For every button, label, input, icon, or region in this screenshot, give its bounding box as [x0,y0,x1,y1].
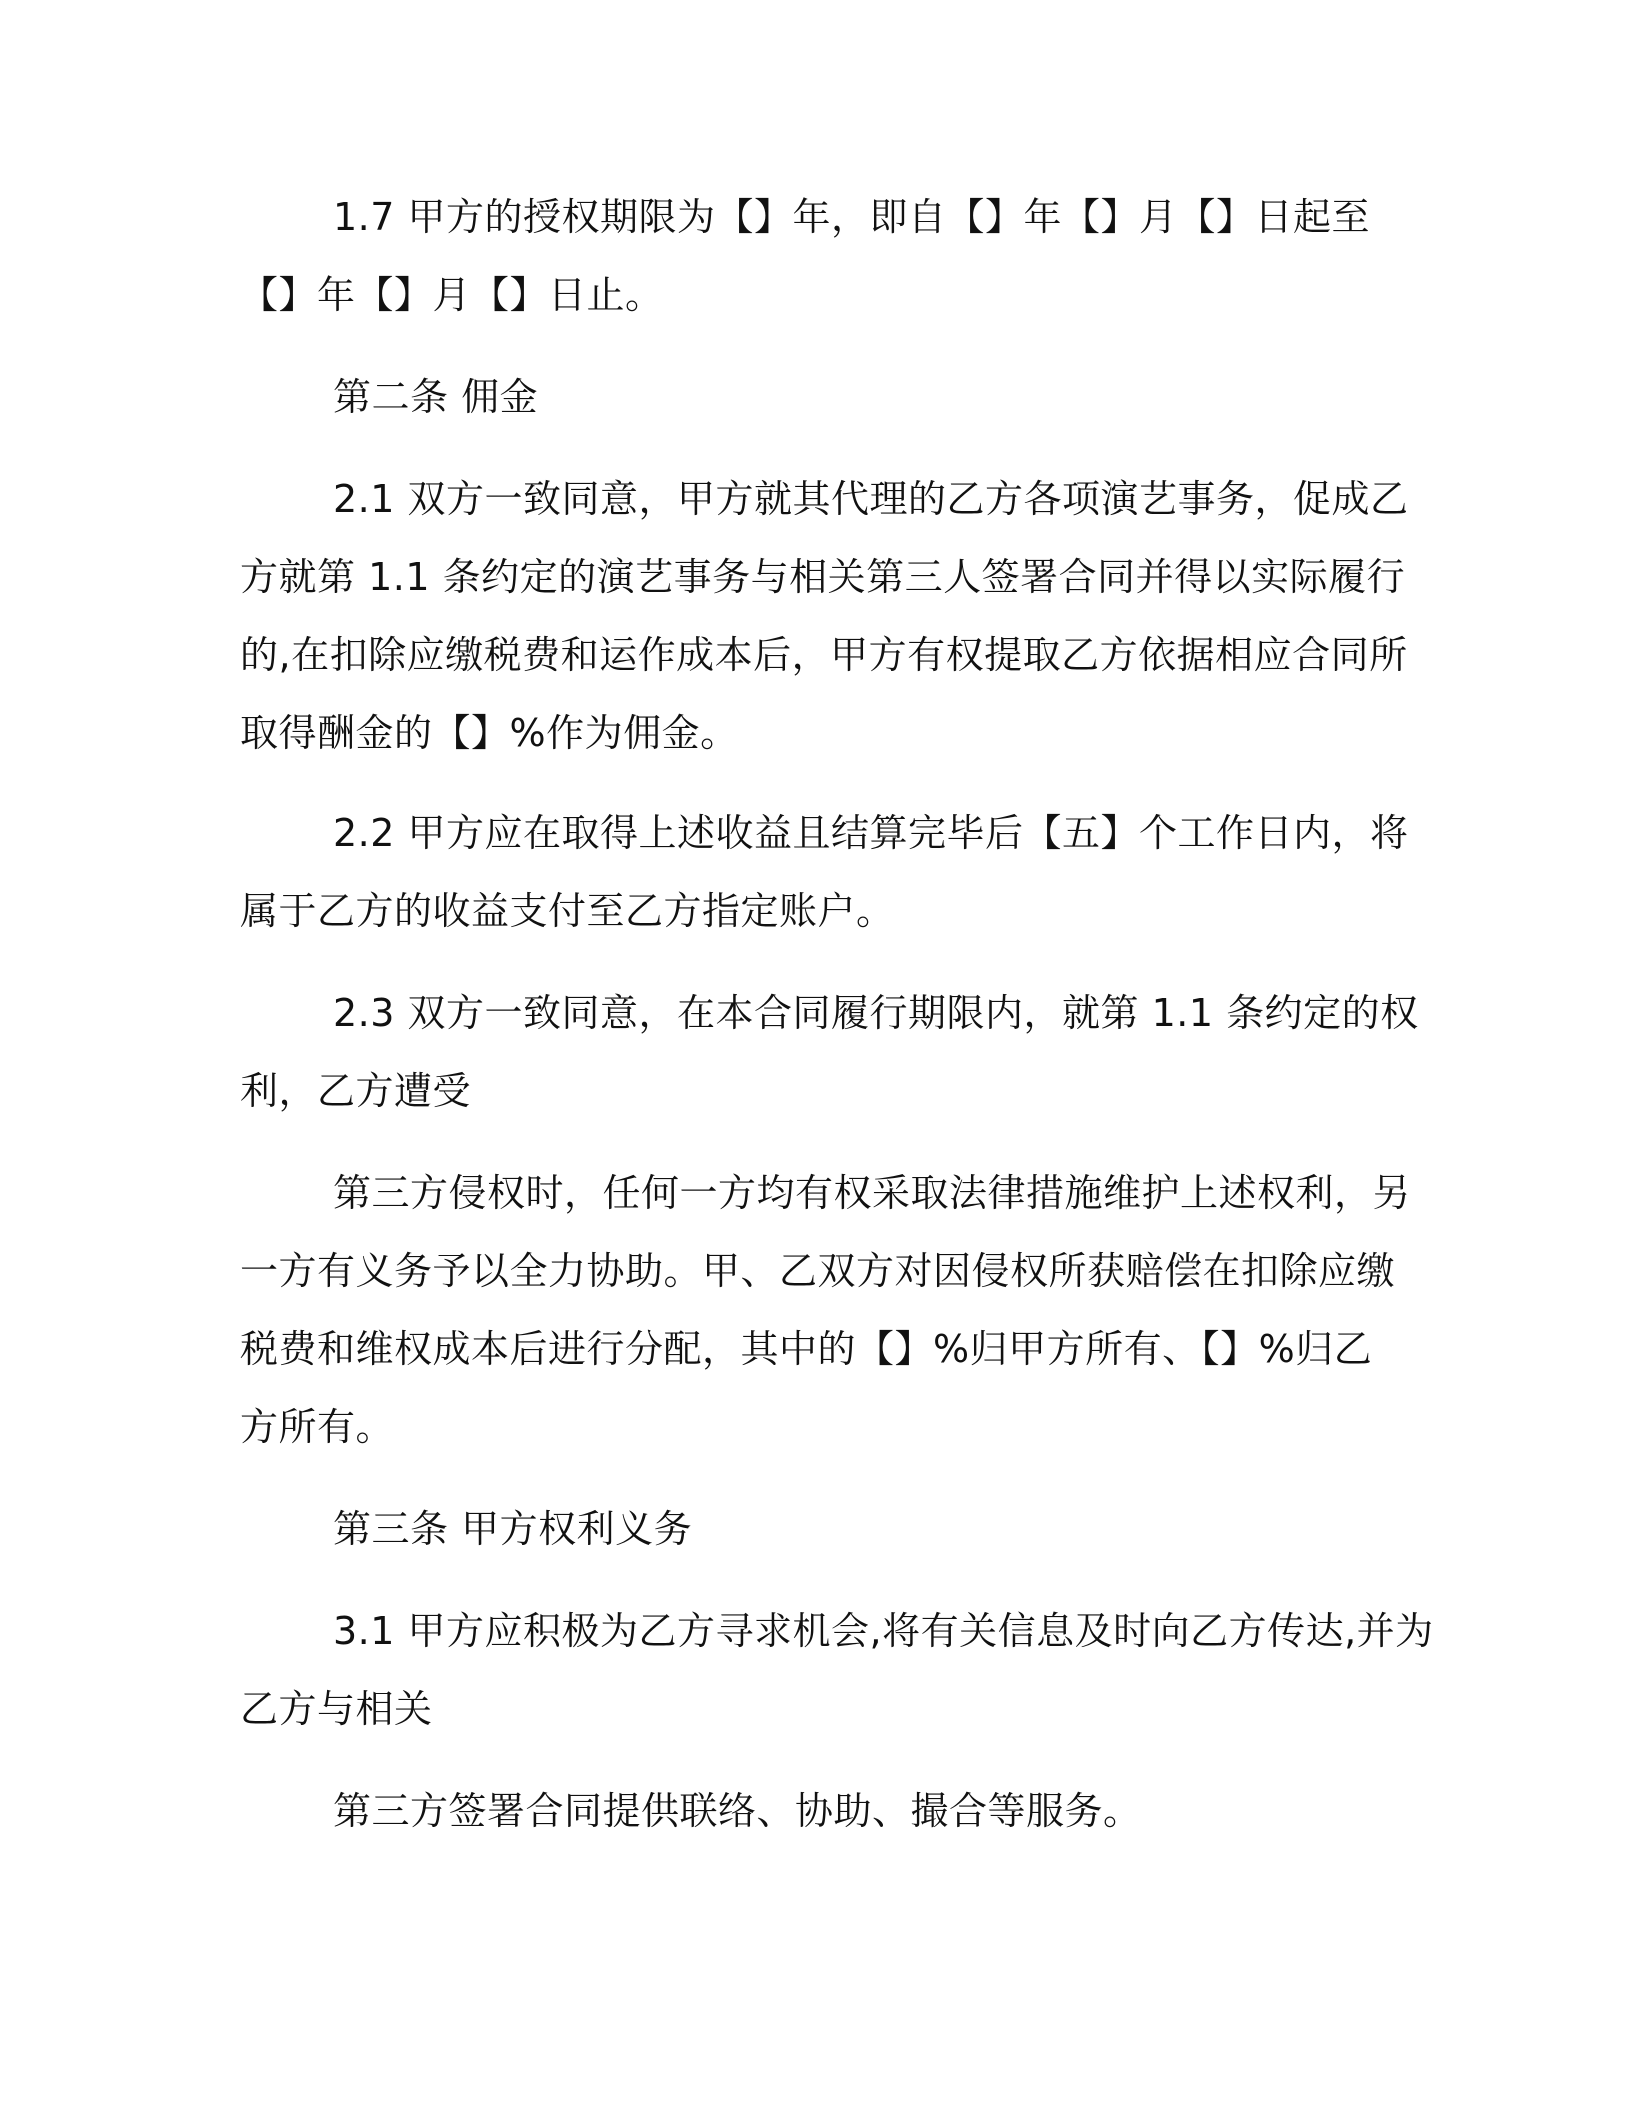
clause-3-1-line-1: 3.1 甲方应积极为乙方寻求机会,将有关信息及时向乙方传达,并为 [333,1609,1434,1653]
clause-2-1-line-2: 方就第 1.1 条约定的演艺事务与相关第三人签署合同并得以实际履行 [240,555,1406,599]
clause-2-3-cont-line-3: 税费和维权成本后进行分配，其中的【】%归甲方所有、【】%归乙 [240,1327,1373,1371]
article-2-heading: 第二条 佣金 [333,375,539,419]
clause-3-1-line-2: 乙方与相关 [240,1687,433,1731]
clause-2-3-cont-line-1: 第三方侵权时，任何一方均有权采取法律措施维护上述权利，另 [333,1171,1412,1215]
clause-2-3-cont-line-4: 方所有。 [240,1405,395,1449]
clause-2-1-line-4: 取得酬金的【】%作为佣金。 [240,711,739,755]
clause-1-7-line-1: 1.7 甲方的授权期限为【】年，即自【】年【】月【】日起至 [333,195,1371,239]
clause-2-3-line-2: 利，乙方遭受 [240,1069,472,1113]
clause-1-7-line-2: 【】年【】月【】日止。 [240,273,664,317]
clause-2-1-line-3: 的,在扣除应缴税费和运作成本后，甲方有权提取乙方依据相应合同所 [240,633,1408,677]
clause-2-3-line-1: 2.3 双方一致同意，在本合同履行期限内，就第 1.1 条约定的权 [333,991,1419,1035]
clause-2-1-line-1: 2.1 双方一致同意，甲方就其代理的乙方各项演艺事务，促成乙 [333,477,1409,521]
clause-2-3-cont-line-2: 一方有义务予以全力协助。甲、乙双方对因侵权所获赔偿在扣除应缴 [240,1249,1396,1293]
clause-2-2-line-2: 属于乙方的收益支付至乙方指定账户。 [240,889,895,933]
clause-3-1-cont-line-1: 第三方签署合同提供联络、协助、撮合等服务。 [333,1789,1142,1833]
clause-2-2-line-1: 2.2 甲方应在取得上述收益且结算完毕后【五】个工作日内，将 [333,811,1409,855]
article-3-heading: 第三条 甲方权利义务 [333,1507,693,1551]
